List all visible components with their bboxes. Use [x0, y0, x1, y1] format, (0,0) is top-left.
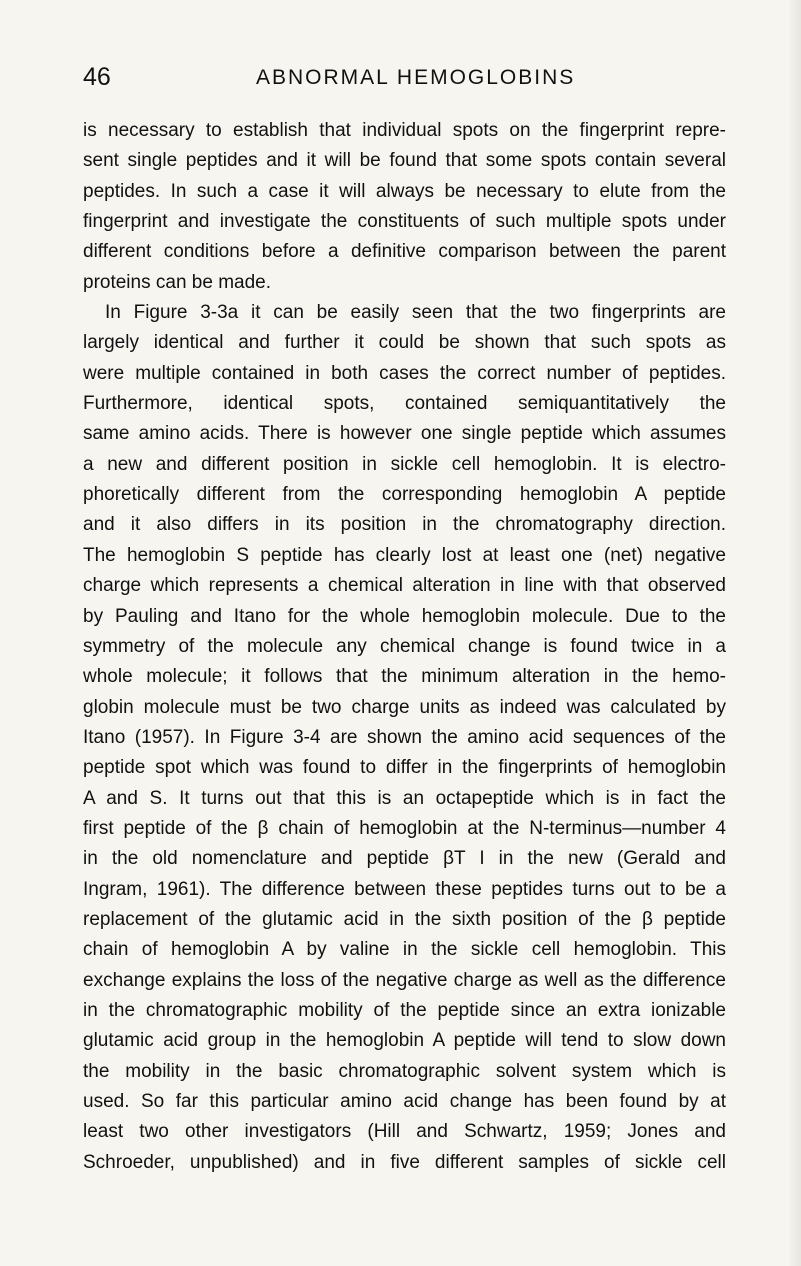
text-line: peptides. In such a case it will always be necessary to elute from the [83, 180, 726, 202]
text-line: proteins can be made. [83, 271, 272, 293]
text-line: fingerprint and investigate the constituents of such multiple spots under [83, 211, 726, 233]
text-line: chain of hemoglobin A by valine in the sickle cell hemoglobin. This [83, 939, 726, 961]
text-line: Ingram, 1961). The difference between these peptides turns out to be a [83, 878, 726, 900]
text-line: charge which represents a chemical alteration in line with that observed [83, 575, 726, 597]
text-line: same amino acids. There is however one single peptide which assumes [83, 423, 726, 445]
text-line: glutamic acid group in the hemoglobin A peptide will tend to slow down [83, 1030, 726, 1052]
text-line: largely identical and further it could be shown that such spots as [83, 332, 726, 354]
text-line: in the old nomenclature and peptide βT I in the new (Gerald and [83, 848, 726, 870]
text-line: globin molecule must be two charge units as indeed was calculated by [83, 696, 726, 718]
text-line: The hemoglobin S peptide has clearly lost at least one (net) negative [83, 544, 726, 566]
text-line: A and S. It turns out that this is an octapeptide which is in fact the [83, 787, 726, 809]
text-line: whole molecule; it follows that the minimum alteration in the hemo- [83, 666, 726, 688]
text-line: phoretically different from the corresponding hemoglobin A peptide [83, 484, 726, 506]
running-head: ABNORMAL HEMOGLOBINS [256, 66, 576, 89]
page-number: 46 [83, 63, 111, 91]
text-line: Itano (1957). In Figure 3-4 are shown the amino acid sequences of the [83, 726, 726, 748]
text-line: In Figure 3-3a it can be easily seen that the two fingerprints are [105, 302, 726, 324]
text-line: sent single peptides and it will be found that some spots contain several [83, 150, 726, 172]
text-line: used. So far this particular amino acid change has been found by at [83, 1091, 726, 1112]
text-line: different conditions before a definitive comparison between the parent [83, 241, 726, 263]
text-line: in the chromatographic mobility of the peptide since an extra ionizable [83, 999, 726, 1021]
text-line: and it also differs in its position in the chromatography direction. [83, 514, 726, 536]
text-line: Furthermore, identical spots, contained semiquantitatively the [83, 393, 726, 415]
text-line: exchange explains the loss of the negative charge as well as the difference [83, 969, 726, 991]
paragraph [83, 116, 726, 298]
text-line: were multiple contained in both cases the correct number of peptides. [83, 362, 726, 384]
text-line: Schroeder, unpublished) and in five different samples of sickle cell [83, 1151, 726, 1173]
text-line: is necessary to establish that individual spots on the fingerprint repre- [83, 120, 726, 141]
page-header [83, 62, 723, 96]
text-line: by Pauling and Itano for the whole hemoglobin molecule. Due to the [83, 605, 726, 627]
page-edge-shadow [789, 0, 801, 1266]
text-line: the mobility in the basic chromatographic solvent system which is [83, 1060, 726, 1082]
paragraph [83, 298, 726, 1178]
text-line: symmetry of the molecule any chemical change is found twice in a [83, 635, 726, 657]
text-line: least two other investigators (Hill and Schwartz, 1959; Jones and [83, 1121, 726, 1143]
text-line: a new and different position in sickle cell hemoglobin. It is electro- [83, 453, 726, 475]
text-line: replacement of the glutamic acid in the sixth position of the β peptide [83, 908, 726, 930]
text-line: first peptide of the β chain of hemoglobin at the N-terminus—number 4 [83, 817, 726, 839]
body-text [83, 116, 726, 1178]
text-line: peptide spot which was found to differ in the fingerprints of hemoglobin [83, 757, 726, 779]
